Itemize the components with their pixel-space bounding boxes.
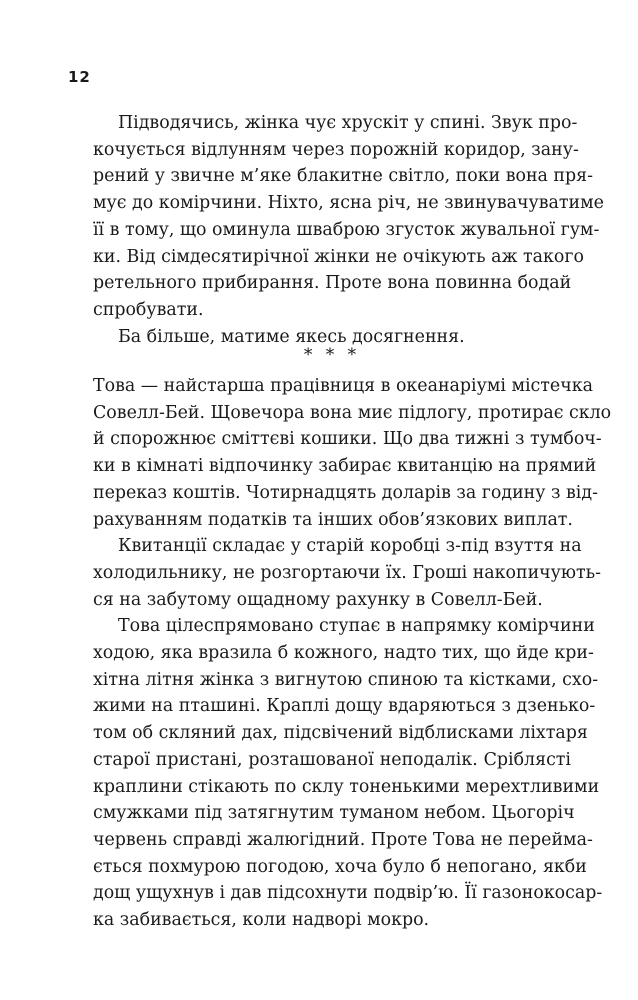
text-line: переказ коштів. Чотирнадцять доларів за годину з від- bbox=[93, 482, 598, 503]
text-line: смужками під затягнутим туманом небом. Цьогоріч bbox=[93, 803, 575, 824]
paragraph bbox=[93, 373, 612, 533]
text-line: мує до комірчини. Ніхто, ясна річ, не звинувачуватиме bbox=[93, 193, 604, 214]
text-line: ся на забутому ощадному рахунку в Совелл-Бей. bbox=[93, 589, 543, 610]
text-line: й спорожнює сміттєві кошики. Що два тижні з тумбоч- bbox=[93, 429, 602, 450]
text-line: Підводячись, жінка чує хрускіт у спині. Звук про- bbox=[118, 113, 578, 133]
text-line: кочується відлунням через порожній коридор, зану- bbox=[93, 139, 579, 160]
text-line: червень справді жалюгідний. Проте Това не перейма- bbox=[93, 829, 593, 850]
text-line: Това цілеспрямовано ступає в напрямку комірчини bbox=[118, 616, 595, 637]
text-line: холодильнику, не розгортаючи їх. Гроші накопичують- bbox=[93, 562, 602, 583]
text-block-bottom bbox=[93, 373, 612, 934]
paragraph bbox=[93, 110, 604, 324]
text-line: спробувати. bbox=[93, 299, 204, 320]
section-separator: * * * bbox=[303, 345, 361, 365]
text-line: рений у звичне м’яке блакитне світло, поки вона пря- bbox=[93, 166, 594, 187]
text-line: Совелл-Бей. Щовечора вона миє підлогу, протирає скло bbox=[93, 402, 612, 423]
text-line: жими на пташині. Краплі дощу вдаряються з дзенько- bbox=[93, 696, 596, 717]
text-line: старої пристані, розташованої неподалік. Сріблясті bbox=[93, 749, 571, 770]
text-block-top bbox=[93, 110, 604, 350]
text-line: ка забивається, коли надворі мокро. bbox=[93, 910, 430, 931]
text-line: ходою, яка вразила б кожного, надто тих, що йде кри- bbox=[93, 643, 594, 664]
text-line: ретельного прибирання. Проте вона повинна бодай bbox=[93, 273, 572, 294]
page-number: 12 bbox=[68, 68, 91, 86]
text-line: хітна літня жінка з вигнутою спиною та кістками, схо- bbox=[93, 669, 599, 690]
text-line: Квитанції складає у старій коробці з-під взуття на bbox=[118, 536, 582, 557]
text-line: рахуванням податків та інших обов’язкових виплат. bbox=[93, 509, 573, 530]
text-line: Това — найстарша працівниця в океанаріумі містечка bbox=[93, 376, 593, 396]
paragraph bbox=[93, 613, 603, 933]
paragraph bbox=[93, 533, 602, 613]
text-line: том об скляний дах, підсвічений відблисками ліхтаря bbox=[93, 723, 588, 744]
text-line: Ба більше, матиме якесь досягнення. bbox=[118, 326, 465, 347]
text-line: краплини стікають по склу тоненькими мерехтливими bbox=[93, 776, 600, 797]
text-line: ється похмурою погодою, хоча було б непогано, якби bbox=[93, 856, 587, 877]
text-line: її в тому, що оминула шваброю згусток жувальної гум- bbox=[93, 219, 600, 240]
text-line: ки в кімнаті відпочинку забирає квитанцію на прямий bbox=[93, 456, 597, 477]
text-line: дощ ущухнув і дав підсохнути подвір’ю. Її газонокосар- bbox=[93, 883, 603, 904]
text-line: ки. Від сімдесятирічної жінки не очікують аж такого bbox=[93, 246, 584, 267]
